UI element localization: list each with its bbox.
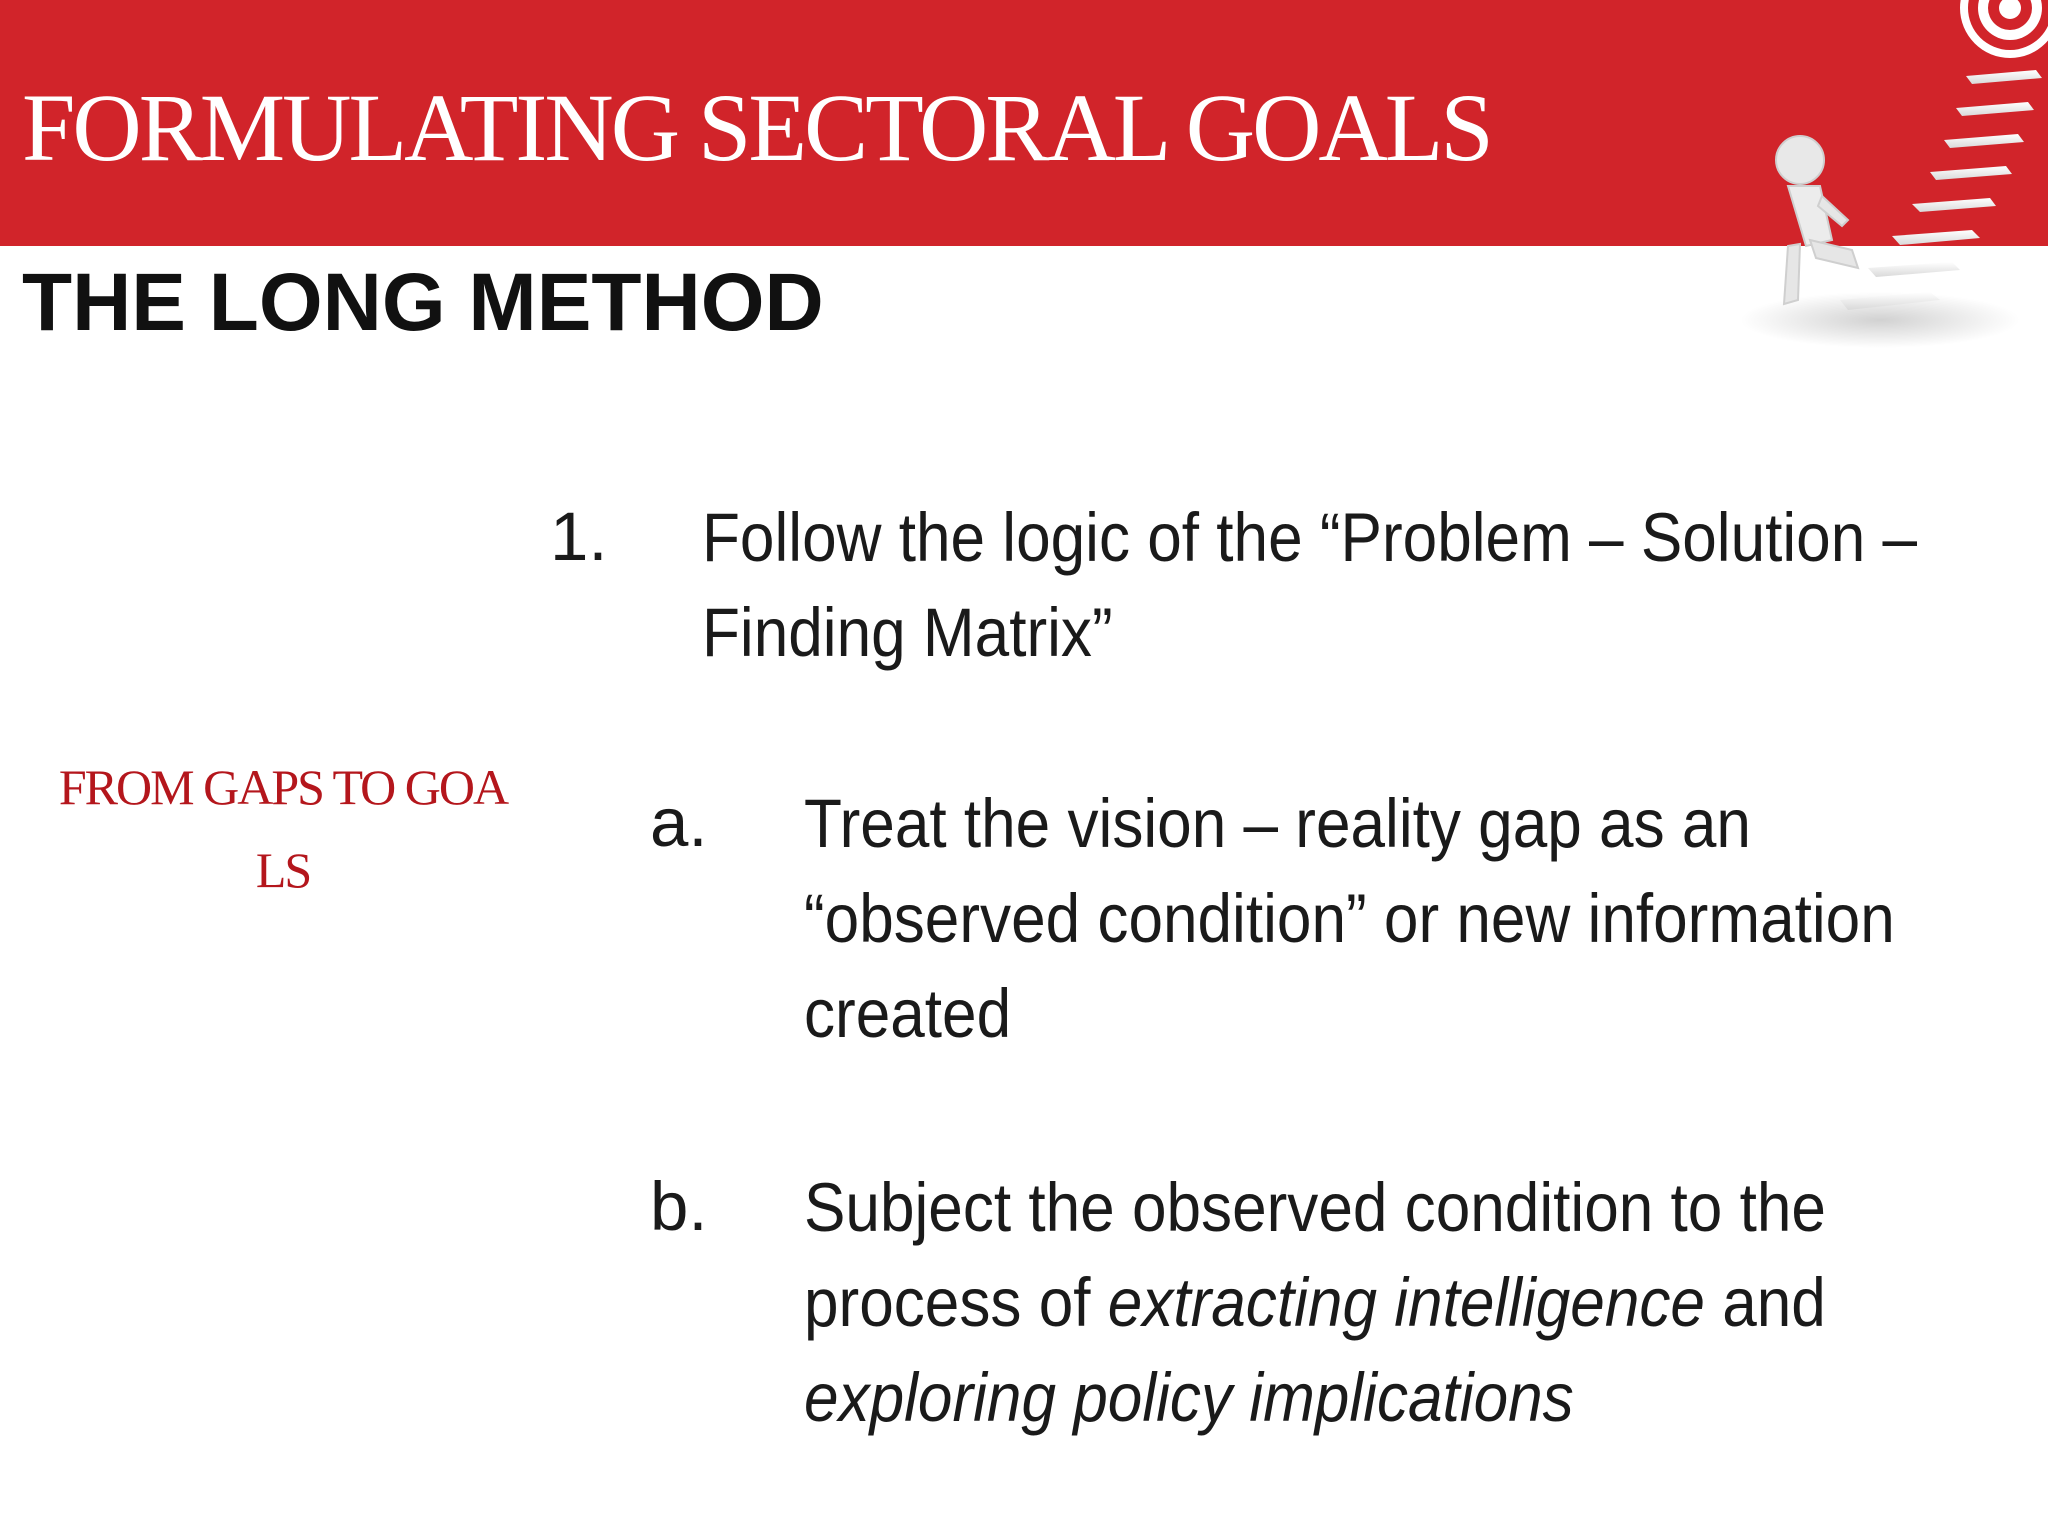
list-item-line: created	[804, 975, 1012, 1052]
side-label	[40, 746, 526, 912]
list-marker-1: 1.	[550, 498, 608, 575]
emphasis-text: extracting intelligence	[1107, 1264, 1705, 1341]
side-label-line: FROM GAPS TO GOA	[58, 759, 508, 815]
list-item-text: and	[1704, 1264, 1826, 1341]
list-item-1	[702, 490, 1962, 680]
list-marker-a: a.	[650, 784, 708, 861]
list-marker-b: b.	[650, 1168, 708, 1245]
emphasis-text: exploring policy implications	[804, 1359, 1574, 1436]
slide-title: FORMULATING SECTORAL GOALS	[22, 74, 1491, 181]
stairs-to-target-icon	[1740, 0, 2048, 380]
section-heading: THE LONG METHOD	[22, 257, 824, 348]
list-item-line: Follow the logic of the “Problem – Solution –	[702, 499, 1918, 576]
list-item-line: Subject the observed condition to the	[804, 1169, 1826, 1246]
list-item-line: “observed condition” or new information	[804, 880, 1895, 957]
list-item-line	[804, 1255, 1974, 1350]
list-item-line: Finding Matrix”	[702, 594, 1113, 671]
side-label-line: LS	[255, 842, 311, 898]
list-item-text: process of	[804, 1264, 1108, 1341]
list-item-a	[804, 776, 1974, 1061]
list-item-line: Treat the vision – reality gap as an	[804, 785, 1751, 862]
list-item-line	[804, 1350, 1974, 1445]
list-item-b	[804, 1160, 1974, 1445]
